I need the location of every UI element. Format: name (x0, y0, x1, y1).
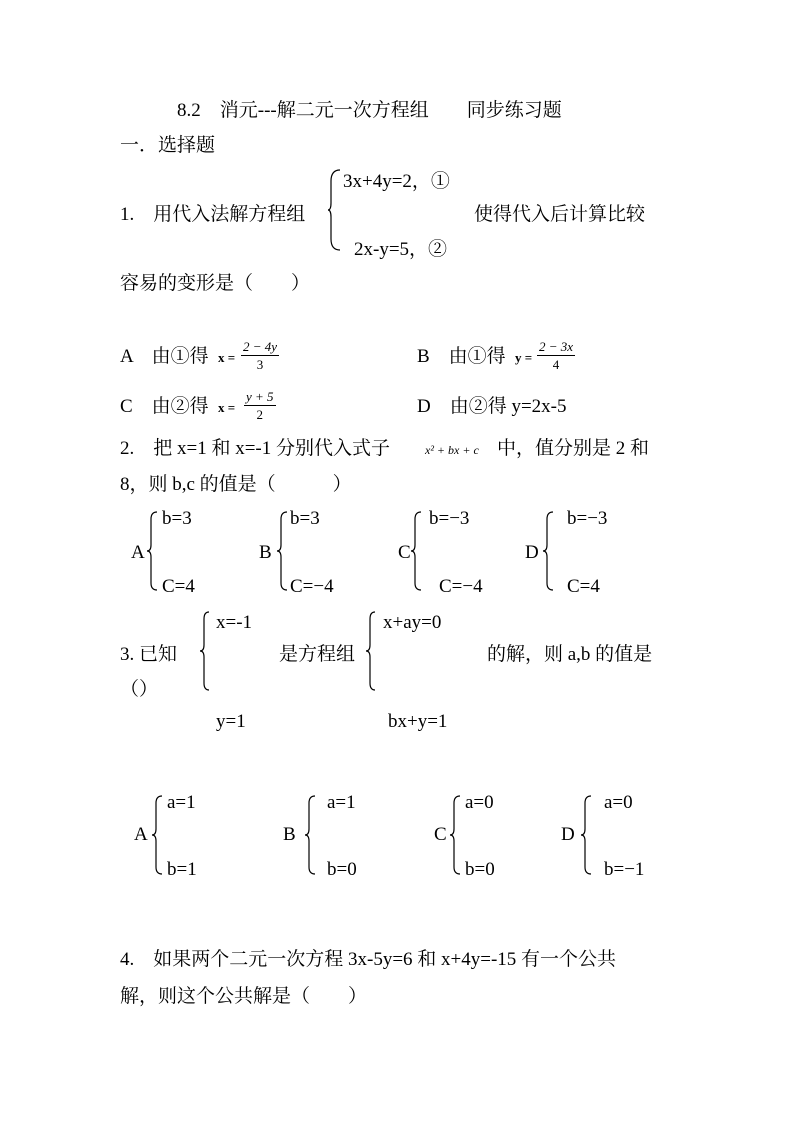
q1-prefix: 1. 用代入法解方程组 (120, 204, 306, 225)
q3-solution-y: y=1 (216, 711, 246, 732)
q3-option-d-brace (580, 795, 592, 875)
q2-option-c-letter: C (398, 542, 411, 563)
q2-option-c-brace (410, 511, 422, 591)
q2-option-d-brace (542, 511, 554, 591)
q1-option-c-fraction (244, 390, 276, 421)
q3-option-a-brace (151, 795, 163, 875)
q1-option-b-var: y = (515, 350, 533, 365)
q1-option-a-numerator: 2 − 4y (243, 339, 278, 354)
q1-option-c-label: C 由②得 (120, 396, 209, 417)
q2-option-b-top: b=3 (290, 508, 320, 529)
q3-option-b-letter: B (283, 824, 296, 845)
q2-option-b-brace (276, 511, 288, 591)
q3-solution-x: x=-1 (216, 612, 253, 633)
q3-option-c-top: a=0 (465, 792, 494, 813)
q3-system-eq-2: bx+y=1 (388, 711, 448, 732)
q2-option-c-bottom: C=−4 (439, 576, 483, 597)
q1-option-c-numerator: y + 5 (246, 389, 274, 404)
q1-equation-1: 3x+4y=2，① (343, 171, 450, 192)
q3-system-eq-1: x+ay=0 (383, 612, 442, 633)
q3-option-d-letter: D (561, 824, 575, 845)
q1-option-c-denominator: 2 (256, 407, 264, 422)
q3-option-a-letter: A (134, 824, 148, 845)
q3-option-a-bottom: b=1 (167, 859, 197, 880)
q1-suffix: 使得代入后计算比较 (474, 204, 646, 225)
q1-option-b-numerator: 2 − 3x (539, 339, 574, 354)
q3-suffix: 的解，则 a,b 的值是 (487, 644, 653, 665)
q2-option-d-bottom: C=4 (567, 576, 600, 597)
q1-brace (328, 169, 342, 251)
q1-option-b-fraction (537, 340, 575, 371)
q3-option-b-top: a=1 (327, 792, 356, 813)
q2-option-d-letter: D (525, 542, 539, 563)
q1-option-a-label: A 由①得 (120, 346, 209, 367)
q2-option-b-bottom: C=−4 (290, 576, 334, 597)
q2-line-1-post: 中，值分别是 2 和 (497, 438, 650, 459)
q1-option-a-var: x = (218, 350, 236, 365)
q2-option-d-top: b=−3 (567, 508, 608, 529)
q2-line-2: 8，则 b,c 的值是（ ） (120, 474, 352, 495)
q3-option-c-bottom: b=0 (465, 859, 495, 880)
section-heading: 一．选择题 (120, 135, 216, 156)
q2-option-a-brace (146, 511, 158, 591)
q1-option-d: D 由②得 y=2x-5 (417, 396, 567, 417)
q3-option-d-bottom: b=−1 (604, 859, 645, 880)
q1-option-a-denominator: 3 (256, 357, 264, 372)
q3-option-c-brace (449, 795, 461, 875)
q2-expression: x² + bx + c (425, 443, 479, 457)
q3-system-brace (366, 611, 376, 691)
q1-option-b-label: B 由①得 (417, 346, 506, 367)
q1-equation-2: 2x-y=5，② (354, 239, 448, 260)
q3-paren: （） (120, 679, 159, 700)
q2-line-1-pre: 2. 把 x=1 和 x=-1 分别代入式子 (120, 438, 391, 459)
page-title: 8.2 消元---解二元一次方程组 同步练习题 (177, 100, 562, 121)
q3-mid: 是方程组 (279, 644, 356, 665)
q3-option-b-brace (304, 795, 316, 875)
q1-option-b-denominator: 4 (552, 357, 560, 372)
q2-option-a-top: b=3 (162, 508, 192, 529)
q4-line-1: 4. 如果两个二元一次方程 3x-5y=6 和 x+4y=-15 有一个公共 (120, 949, 617, 970)
q3-prefix: 3. 已知 (120, 644, 178, 665)
q1-option-a-fraction (241, 340, 279, 371)
q2-option-b-letter: B (259, 542, 272, 563)
q2-option-a-letter: A (131, 542, 145, 563)
q3-option-c-letter: C (434, 824, 447, 845)
q4-line-2: 解，则这个公共解是（ ） (120, 986, 368, 1007)
q1-line-2: 容易的变形是（ ） (120, 273, 311, 294)
q3-solution-brace (200, 611, 210, 691)
q1-option-c-var: x = (218, 400, 236, 415)
q3-option-d-top: a=0 (604, 792, 633, 813)
q2-option-c-top: b=−3 (429, 508, 470, 529)
q2-option-a-bottom: C=4 (162, 576, 195, 597)
q3-option-b-bottom: b=0 (327, 859, 357, 880)
q3-option-a-top: a=1 (167, 792, 196, 813)
